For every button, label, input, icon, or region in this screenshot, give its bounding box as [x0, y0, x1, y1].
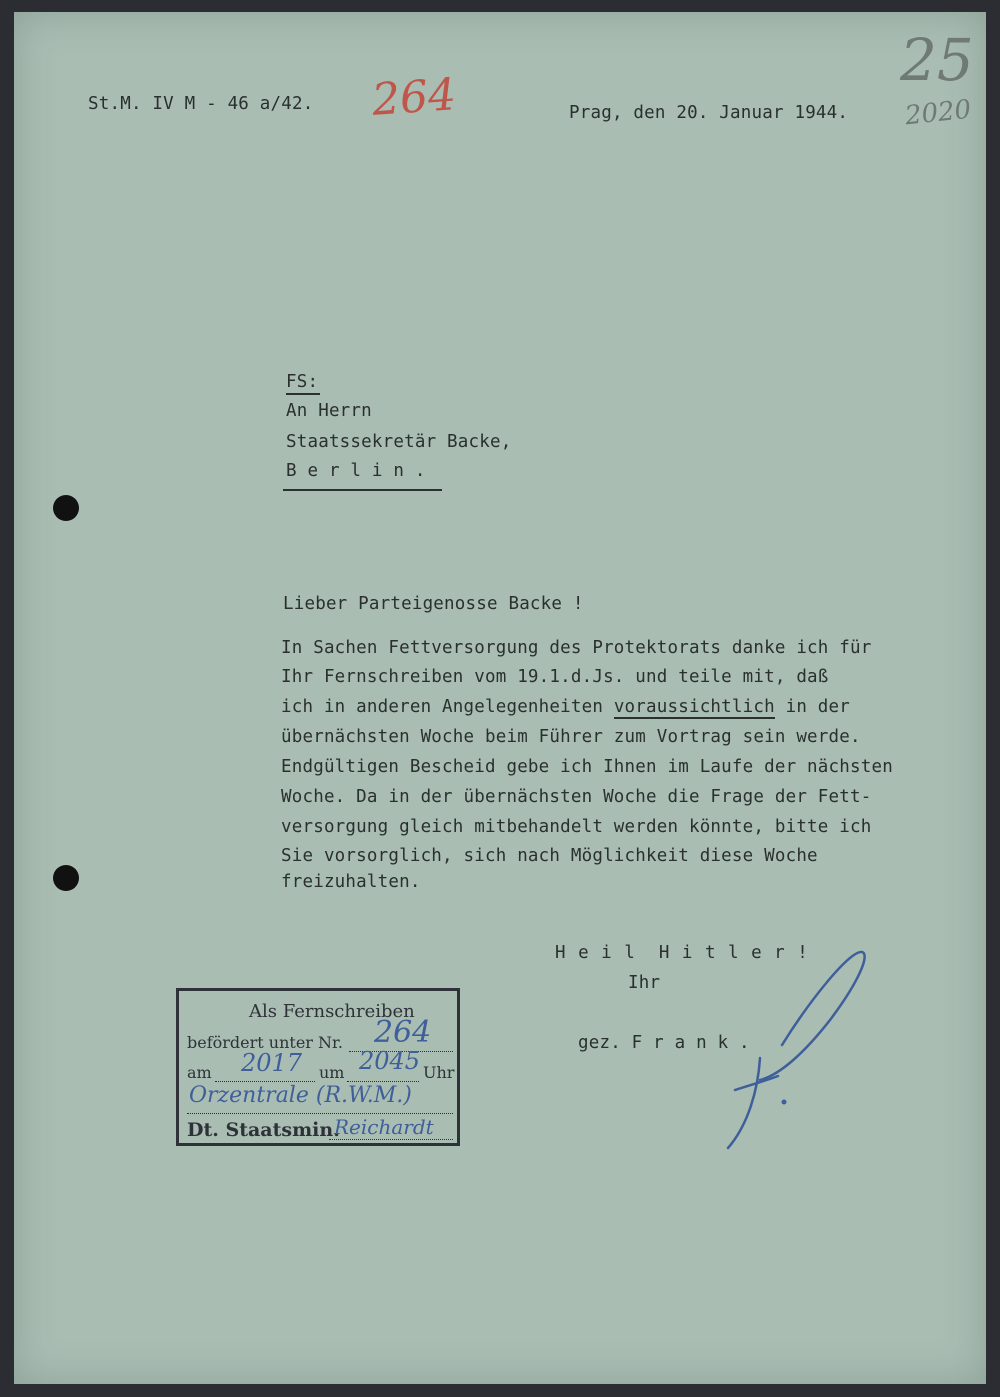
handwritten-doc-number: 264 [370, 69, 458, 126]
body-line: Sie vorsorglich, sich nach Möglichkeit diese Woche [281, 846, 818, 866]
recipient-line-2: Staatssekretär Backe, [286, 432, 512, 452]
stamp-dotted-line [329, 1139, 453, 1140]
handwritten-archive-number: 2020 [903, 94, 973, 132]
place-date: Prag, den 20. Januar 1944. [569, 103, 849, 123]
recipient-line-1: An Herrn [286, 401, 372, 421]
body-line [281, 697, 850, 717]
body-line: Woche. Da in der übernächsten Woche die Frage der Fett- [281, 787, 872, 807]
reference-number: St.M. IV M - 46 a/42. [88, 94, 314, 114]
typed-signature: gez. F r a n k . [578, 1033, 750, 1053]
punch-hole-upper [53, 495, 79, 521]
body-line: Ihr Fernschreiben vom 19.1.d.Js. und teile mit, daß [281, 667, 829, 687]
body-line: Endgültigen Bescheid gebe ich Ihnen im Laufe der nächsten [281, 757, 893, 777]
telex-stamp [176, 988, 460, 1146]
salutation: Lieber Parteigenosse Backe ! [283, 594, 584, 614]
body-line: freizuhalten. [281, 872, 421, 892]
stamp-label-um: um [319, 1063, 345, 1082]
stamp-label-ministry: Dt. Staatsmin. [187, 1119, 340, 1141]
body-line: In Sachen Fettversorgung des Protektorats danke ich für [281, 638, 872, 658]
transmission-channel: FS: [286, 372, 319, 392]
stamp-title: Als Fernschreiben [249, 1001, 415, 1022]
stamp-value-office: Orzentrale (R.W.M.) [189, 1083, 412, 1108]
recipient-city: B e r l i n . [286, 461, 426, 481]
stamp-value-am: 2017 [241, 1049, 303, 1077]
city-underline [283, 489, 442, 491]
stamp-label-uhr: Uhr [423, 1063, 455, 1082]
stamp-dotted-line [215, 1081, 315, 1082]
body-line: übernächsten Woche beim Führer zum Vortrag sein werde. [281, 727, 861, 747]
stamp-dotted-line [187, 1113, 453, 1114]
punch-hole-lower [53, 865, 79, 891]
channel-underline [286, 393, 320, 395]
stamp-value-number: 264 [374, 1015, 432, 1050]
handwritten-signature-icon [720, 940, 880, 1160]
handwritten-page-number: 25 [900, 26, 974, 94]
underlined-word: voraussichtlich [613, 697, 775, 717]
closing-greeting: H e i l H i t l e r ! [555, 943, 809, 963]
closing-ihr: Ihr [628, 973, 661, 993]
body-line: versorgung gleich mitbehandelt werden könnte, bitte ich [281, 817, 872, 837]
body-line-end: in der [774, 697, 851, 717]
stamp-dotted-line [347, 1081, 419, 1082]
stamp-value-um: 2045 [359, 1047, 421, 1075]
body-line-start: ich in anderen Angelegenheiten [281, 697, 614, 717]
stamp-label-number: befördert unter Nr. [187, 1033, 344, 1052]
stamp-label-am: am [187, 1063, 212, 1082]
stamp-value-operator: Reichardt [334, 1115, 434, 1139]
